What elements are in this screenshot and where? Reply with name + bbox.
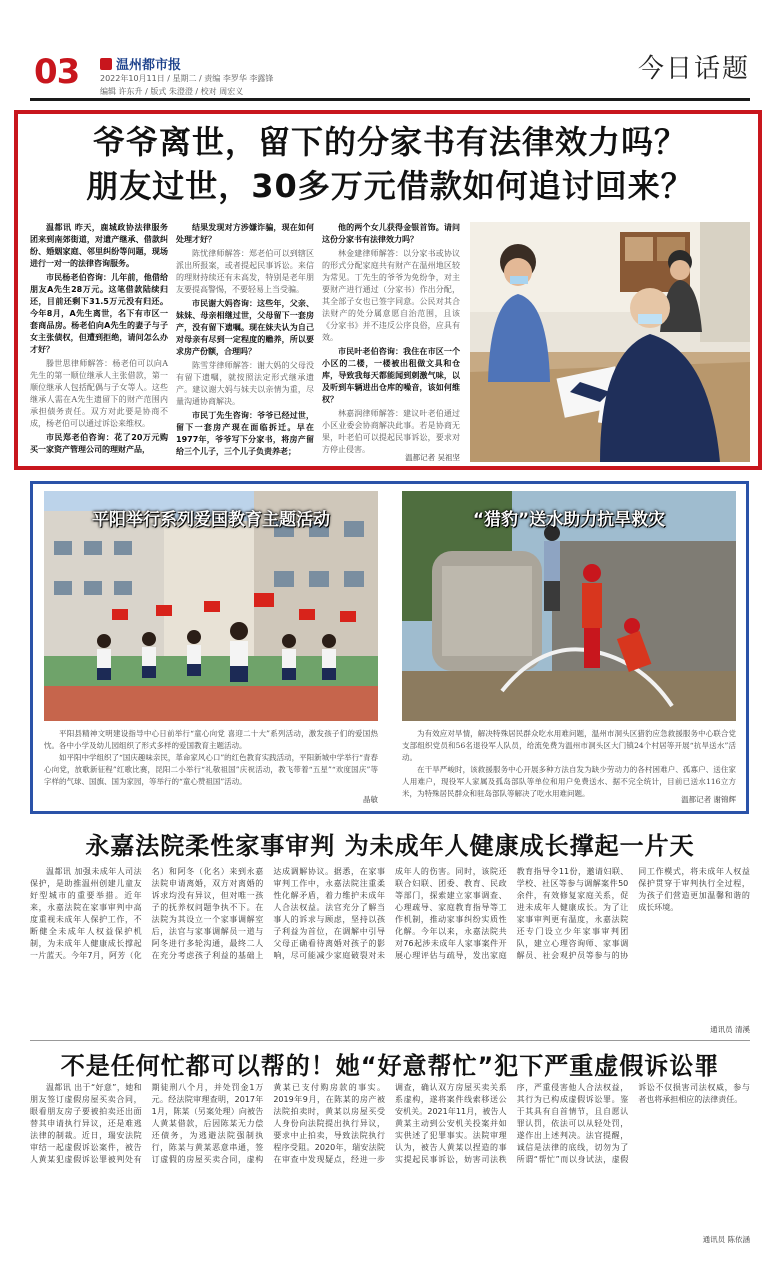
story1-col3-p3: 市民叶老伯咨询：我住在市区一个小区的二楼，一楼被出租做文具和仓库，导致我每天都能闻到刺激气味，以及听到车辆进出仓库的噪音，该如何维权？	[322, 347, 460, 404]
story4-body	[30, 866, 750, 1026]
story5-text: 温都讯 出于“好意”，她和朋友签订虚假房屋买卖合同，眼看朋友房子要被拍卖还出面替其申请执行异议，还是难逃法律的制裁。近日，瑞安法院审结一起虚假诉讼案件，被告人黄某犯虚假诉讼罪被判处有期徒刑八个月，并处罚金1万元。经法院审理查明，2017年1月，陈某（另案处理）向被告人黄某借款，后因陈某无力偿还债务，为逃避法院强制执行，陈某与黄某恶意串通，签订虚假的房屋买卖合同，虚构黄某已支付购房款的事实。2019年9月，在陈某的房产被法院拍卖时，黄某以房屋买受人身份向法院提出执行异议，要求中止拍卖，导致法院执行程序受阻。2020年，瑞安法院在审查中发现疑点，经进一步调查，确认双方房屋买卖关系系虚构，遂将案件线索移送公安机关。2021年11月，被告人黄某主动到公安机关投案并如实供述了犯罪事实。法院审理认为，被告人黄某以捏造的事实提起民事诉讼，妨害司法秩序，严重侵害他人合法权益，其行为已构成虚假诉讼罪。鉴于其具有自首情节，且自愿认罪认罚，依法可以从轻处罚，遂作出上述判决。法官提醒，诚信是法律的底线，切勿为了所谓“帮忙”而以身试法，虚假诉讼不仅损害司法权威，参与者也将承担相应的法律责任。	[30, 1083, 750, 1164]
story1-col2-p4: 陈雪芽律师解答：谢大妈的父母没有留下遗嘱，就按照法定形式继承遗产。建议谢大妈与妹夫以亲情为重，尽量沟通协商解决。	[176, 361, 314, 406]
column-name: 今日话题	[637, 54, 750, 84]
story4-headline: 永嘉法院柔性家事审判 为未成年人健康成长撑起一片天	[85, 832, 695, 860]
story1-headline-line2: 朋友过世，30多万元借款如何追讨回来？	[86, 167, 694, 205]
story4-text: 温都讯 加强未成年人司法保护，是助推温州创建儿童友好型城市的重要举措。近年来，永嘉法院在家事审判中高度重视未成年人保护工作，不断健全未成年人权益保护机制，为未成年人健康成长撑起一片蓝天。今年7月，阿芳（化名）和阿冬（化名）来到永嘉法院申请离婚，双方对离婚的诉求均没有异议，但对唯一孩子的抚养权问题争执不下。在法院为其设立一个家事调解室后，法官与家事调解员一道与阿冬进行多轮沟通，最终二人在充分考虑孩子利益的基础上达成调解协议。据悉，在家事审判工作中，永嘉法院注重柔性化解矛盾，着力维护未成年人合法权益。法官充分了解当事人的诉求与顾虑，坚持以孩子利益为首位，在调解中引导父母正确看待离婚对孩子的影响，尽可能减少家庭破裂对未成年人的伤害。同时，该院还联合妇联、团委、教育、民政等部门，探索建立家事调查、心理疏导、家庭教育指导等工作机制，推动家事纠纷实质性化解。今年以来，永嘉法院共对76起涉未成年人家事案件开展心理评估与疏导，发出家庭教育指导令11份，邀请妇联、学校、社区等参与调解案件50余件，有效修复家庭关系，促进未成年人健康成长。为了让家事审判更有温度，永嘉法院还专门设立少年家事审判团队，建立心理咨询师、家事调解员、社会观护员等参与的协同工作模式，将未成年人权益保护贯穿于审判执行全过程，为孩子们营造更加温馨和谐的成长环境。	[30, 867, 750, 960]
masthead	[0, 0, 780, 102]
paper-name	[100, 54, 181, 73]
story1-photo	[470, 222, 750, 462]
editors-line: 编辑 许东升 / 版式 朱澄澄 / 校对 周宏义	[100, 87, 244, 96]
story1-col1	[30, 222, 168, 462]
story3-title: “猎豹”送水助力抗旱救灾	[472, 510, 666, 530]
story2-caption-p2: 如平阳中学组织了“国庆趣味亲民，革命家风心口”的红色教育实践活动，平阳新城中学举行“青春心向党，放歌新征程”红歌比赛，昆阳二小举行“礼敬祖国”庆祝活动，教飞带着“五星”“欢度国庆”等字样的气球、国旗、国为家园，等举行的“童心赞祖国”活动。	[44, 753, 379, 786]
story1-col2-p3: 市民谢大妈咨询：这些年，父亲、妹妹、母亲相继过世，父母留下一套房产，没有留下遗嘱。现在妹夫认为自己对母亲有尽到一定程度的赡养，所以要求房产份额，合理吗？	[176, 299, 314, 356]
story3-caption-p1: 为有效应对旱情，解决特殊居民群众吃水用难问题，温州市洞头区猎豹应急救援服务中心联合党支部组织党员和56名退役军人队员，给流免费为温州市洞头区大门镇24个村居等开展“抗旱送水”活动。	[402, 729, 736, 762]
consultation-photo-illustration	[470, 222, 750, 462]
story3-caption	[402, 728, 736, 798]
story2-photo	[44, 491, 378, 721]
story5-body	[30, 1082, 750, 1232]
story1-byline: 温都记者 吴祖坚	[405, 453, 460, 462]
story1-col3-p1: 他的两个女儿获得金银首饰。请问这份分家书有法律效力吗？	[322, 223, 460, 244]
story1-col3-p2: 林金建律师解答：以分家书或协议的形式分配家庭共有财产在温州地区较为常见。丁先生的爷爷为免纷争，对主要财产进行通过（分家书）作出分配，其全部子女也已签字同意。公民对其合法财产的处分属意愿自治范围，且该《分家书》并不违反公序良俗，应具有效。	[322, 249, 460, 342]
page-number: 03	[34, 52, 80, 92]
story1-col1-p4: 市民郑老伯咨询：花了20万元购买一家资产管理公司的理财产品，	[30, 433, 168, 454]
story2-caption-p1: 平阳县精神文明建设指导中心日前举行“童心向党 喜迎二十大”系列活动，激发孩子们的爱国热忱。各中小学及幼儿园组织了形式多样的爱国教育主题活动。	[44, 729, 378, 750]
paper-logo-icon	[100, 58, 112, 70]
date-line: 2022年10月11日 / 星期二 / 责编 李罗华 李露锋	[100, 74, 274, 83]
story1-col3	[322, 222, 460, 452]
story1-headline-line1: 爷爷离世，留下的分家书有法律效力吗？	[92, 123, 687, 161]
story1-col2-p5: 市民丁先生咨询：爷爷已经过世，留下一套房产现在面临拆迁。早在1977年，爷爷写下分家书，将房产留给三个儿子，三个儿子负责养老；	[176, 411, 314, 456]
story5-headline: 不是任何忙都可以帮的！她“好意帮忙”犯下严重虚假诉讼罪	[60, 1052, 720, 1080]
story1-col1-p3: 滕世思律师解答：杨老伯可以向A先生的第一顺位继承人主张借款，第一顺位继承人包括配偶与子女等人。这些继承人需在A先生遗留下的财产范围内承担债务责任。双方对此要是协商不成，杨老伯可以通过诉讼来维权。	[30, 359, 168, 428]
story1-col1-p1: 温都讯 昨天，鹿城政协法律服务团来到南郊街道，对遗产继承、借款纠纷、婚姻家庭、邻里纠纷等问题，现场进行一对一的法律咨询服务。	[30, 223, 168, 268]
story2-caption	[44, 728, 378, 792]
story1-col2	[176, 222, 314, 462]
story1-col2-p1: 结果发现对方涉嫌诈骗，现在如何处理才好？	[176, 223, 314, 244]
story2-byline: 晶敏	[363, 795, 378, 804]
story5-byline: 通讯员 陈依涵	[702, 1235, 750, 1244]
story-divider	[30, 1040, 750, 1041]
masthead-rule	[30, 98, 750, 101]
story2-title: 平阳举行系列爱国教育主题活动	[92, 510, 330, 530]
story1-col2-p2: 陈忧律师解答：郑老伯可以到辖区派出所报案，或者提起民事诉讼。来信的理财持续还有未高发，特别是老年朋友要提高警惕，不要轻易上当受骗。	[176, 249, 314, 294]
story1-col3-p4: 林嘉润律师解答：建议叶老伯通过小区业委会协商解决此事。若是协商无果，叶老伯可以提起民事诉讼，要求对方停止侵害。	[322, 409, 460, 454]
story3-caption-p2: 在干旱严峻时，该救援服务中心开展多种方法自发为缺少劳动力的各村困难户、孤寡户、送住家人用难户，现役军人家属及孤岛部队等单位和用户免费送水、据不完全统计，目前已送水116立方米，为特殊居民群众和驻岛部队等解决了吃水用难问题。	[402, 765, 736, 798]
story3-photo	[402, 491, 736, 721]
story4-byline: 通讯员 清溪	[710, 1025, 750, 1034]
paper-name-text: 温州都市报	[116, 58, 182, 73]
story1-col1-p2: 市民杨老伯咨询：儿年前，他借给朋友A先生28万元。这笔借款陆续归还，目前还剩下31.5万元没有归还。今年8月，A先生离世，名下有市区一套商品房。杨老伯向A先生的妻子与子女主张债权，但遭到拒绝，请问怎么办才好？	[30, 273, 168, 354]
story3-byline: 温都记者 谢锦辉	[681, 795, 736, 804]
